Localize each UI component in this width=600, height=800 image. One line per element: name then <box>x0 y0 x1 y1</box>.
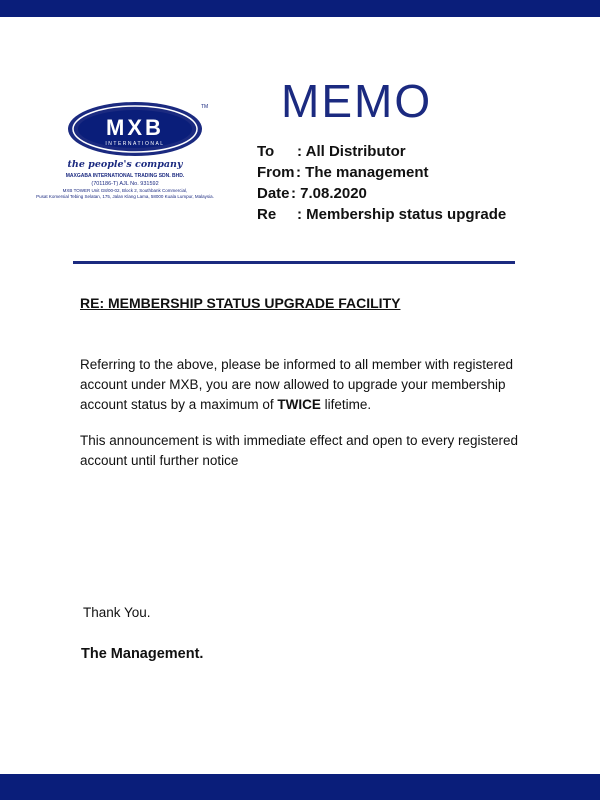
company-address-line1: MXB TOWER Unit G8/00-02, Block 2, Southbank Commercial, <box>62 188 188 193</box>
company-name: MAXGABA INTERNATIONAL TRADING SDN. BHD. <box>65 173 185 179</box>
para1-emphasis: TWICE <box>277 397 321 412</box>
re-label: Re <box>257 206 277 223</box>
thanks-text: Thank You. <box>83 605 151 620</box>
top-header-bar <box>0 0 600 17</box>
logo-brand-text: MXB <box>106 115 164 140</box>
memo-re-row <box>257 206 507 223</box>
date-label: Date <box>257 185 290 202</box>
from-value: : The management <box>296 164 429 181</box>
logo-tagline: the people's company <box>67 159 183 170</box>
memo-from-row <box>257 164 429 181</box>
memo-to-row <box>257 143 406 160</box>
memo-title: MEMO <box>281 75 433 127</box>
to-value: : All Distributor <box>297 143 406 160</box>
date-value: : 7.08.2020 <box>291 185 367 202</box>
memo-subject: RE: MEMBERSHIP STATUS UPGRADE FACILITY <box>80 295 401 311</box>
bottom-footer-bar <box>0 774 600 800</box>
re-value: : Membership status upgrade <box>297 206 507 223</box>
svg-text:TM: TM <box>201 104 209 110</box>
company-logo <box>0 100 250 210</box>
mxb-logo-emblem <box>67 100 207 158</box>
para1-end: lifetime. <box>320 397 372 412</box>
body-paragraph-2: This announcement is with immediate effect and open to every registered account until further notice <box>80 433 518 468</box>
from-label: From <box>257 164 295 181</box>
para1-text: Referring to the above, please be informed to all member with registered account under MXB, you are now allowed to upgrade your membership account status by a maximum of <box>80 357 513 412</box>
signoff-text: The Management. <box>81 646 204 662</box>
memo-date-row <box>257 185 367 202</box>
company-address-line2: Pusat Komersial Tebing Selatan, 175, Jalan Klang Lama, 58000 Kuala Lumpur, Malaysia. <box>36 194 214 199</box>
logo-sub-text: INTERNATIONAL <box>105 141 165 147</box>
header-divider <box>73 261 515 264</box>
to-label: To <box>257 143 275 160</box>
body-paragraph-1 <box>80 355 530 415</box>
company-registration: (701186-T) AJL No. 931592 <box>91 181 159 187</box>
